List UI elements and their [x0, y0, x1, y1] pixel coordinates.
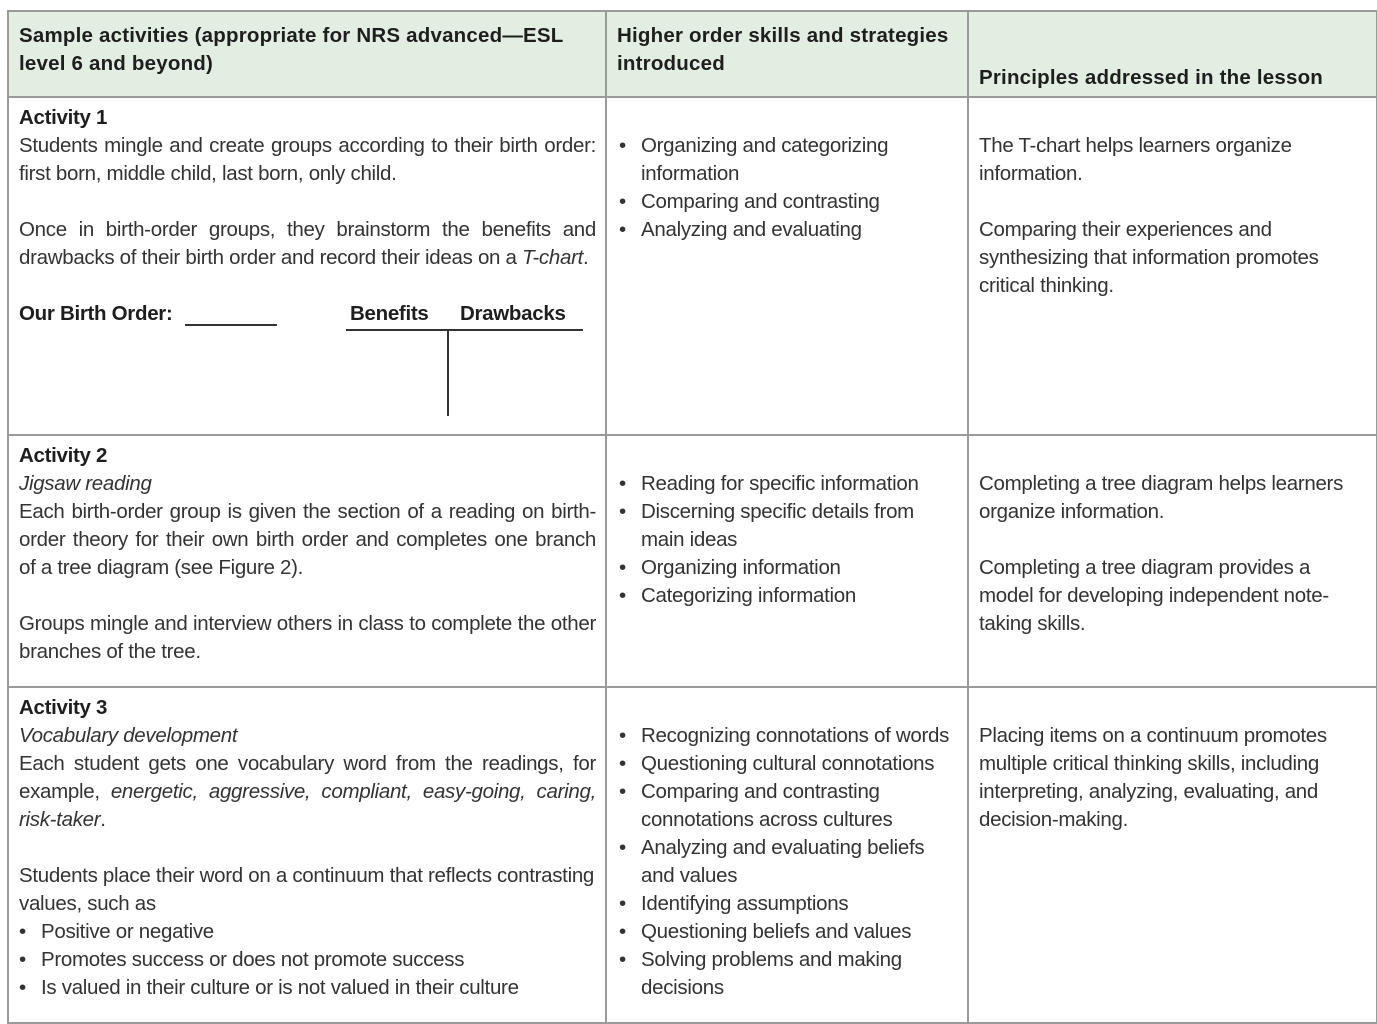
list-item: • Recognizing connotations of words [619, 722, 961, 750]
list-item: • Discerning specific details from main ideas [619, 498, 961, 554]
list-item: • Solving problems and making decisions [619, 946, 961, 1002]
list-item: • Positive or negative [19, 918, 596, 946]
activity-1-row [8, 97, 1377, 435]
header-sample-activities: Sample activities (appropriate for NRS advanced—ESL level 6 and beyond) [8, 11, 606, 97]
t-chart-benefits-label: Benefits [350, 302, 429, 325]
activity-3-p1-end: . [100, 808, 106, 831]
activity-1-paragraph-1: Students mingle and create groups according to their birth order: first born, middle child, last born, only child. [19, 134, 596, 185]
activity-2-title: Activity 2 [19, 444, 108, 467]
activity-3-principle-1: Placing items on a continuum promotes multiple critical thinking skills, including interpreting, analyzing, evaluating, and decision-making. [979, 724, 1327, 831]
list-item: • Promotes success or does not promote success [19, 946, 596, 974]
t-chart-vertical-line [447, 330, 449, 416]
activity-3-title: Activity 3 [19, 696, 108, 719]
activity-1-p2-text: Once in birth-order groups, they brainstorm the benefits and drawbacks of their birth order and record their ideas on a [19, 218, 596, 269]
list-item: • Organizing and categorizing information [619, 132, 961, 188]
activity-3-description [8, 687, 606, 1023]
activity-3-skills-list [619, 722, 961, 1002]
activity-2-subtitle: Jigsaw reading [19, 472, 152, 495]
activity-3-paragraph-1 [19, 750, 596, 834]
activity-1-p2-end: . [583, 246, 589, 269]
header-principles: Principles addressed in the lesson [968, 11, 1377, 97]
list-item: • Categorizing information [619, 582, 961, 610]
list-item: • Comparing and contrasting [619, 188, 961, 216]
activity-2-paragraph-2: Groups mingle and interview others in class to complete the other branches of the tree. [19, 612, 596, 663]
activity-1-description [8, 97, 606, 435]
activity-2-principle-1: Completing a tree diagram helps learners organize information. [979, 472, 1344, 523]
activity-3-principles [968, 687, 1377, 1023]
t-chart-horizontal-line [346, 329, 583, 331]
lesson-table [7, 10, 1377, 1024]
activity-3-subtitle: Vocabulary development [19, 724, 238, 747]
t-chart-drawbacks-label: Drawbacks [460, 302, 566, 325]
activity-2-paragraph-1: Each birth-order group is given the section of a reading on birth-order theory for their own birth order and completes one branch of a tree diagram (see Figure 2). [19, 500, 596, 579]
activity-1-principle-1: The T-chart helps learners organize information. [979, 134, 1292, 185]
header-higher-order-skills: Higher order skills and strategies introduced [606, 11, 968, 97]
activity-2-row [8, 435, 1377, 687]
activity-1-principle-2: Comparing their experiences and synthesizing that information promotes critical thinking. [979, 218, 1319, 297]
activity-1-paragraph-2 [19, 216, 596, 272]
activity-2-description [8, 435, 606, 687]
activity-3-p1-text: Each student gets one vocabulary word from the readings, for example, [19, 752, 596, 803]
activity-3-p1-italic: energetic, aggressive, compliant, easy-going, caring, risk-taker [19, 780, 596, 831]
activity-3-paragraph-2: Students place their word on a continuum that reflects contrasting values, such as [19, 864, 595, 915]
activity-3-continuum-list [19, 918, 596, 1002]
list-item: • Analyzing and evaluating beliefs and values [619, 834, 961, 890]
list-item: • Questioning beliefs and values [619, 918, 961, 946]
activity-3-row [8, 687, 1377, 1023]
birth-order-blank [185, 324, 277, 326]
activity-1-principles [968, 97, 1377, 435]
activity-2-skills-list [619, 470, 961, 610]
birth-order-label: Our Birth Order: [19, 302, 173, 325]
list-item: • Organizing information [619, 554, 961, 582]
list-item: • Identifying assumptions [619, 890, 961, 918]
activity-2-skills [606, 435, 968, 687]
list-item: • Is valued in their culture or is not valued in their culture [19, 974, 596, 1002]
t-chart [19, 300, 596, 420]
activity-1-skills-list [619, 132, 961, 244]
header-row [8, 11, 1377, 97]
activity-1-p2-italic: T-chart [522, 246, 584, 269]
activity-1-title: Activity 1 [19, 106, 108, 129]
list-item: • Comparing and contrasting connotations across cultures [619, 778, 961, 834]
list-item: • Questioning cultural connotations [619, 750, 961, 778]
activity-3-skills [606, 687, 968, 1023]
activity-2-principle-2: Completing a tree diagram provides a model for developing independent note-taking skills. [979, 556, 1329, 635]
list-item: • Analyzing and evaluating [619, 216, 961, 244]
list-item: • Reading for specific information [619, 470, 961, 498]
activity-2-principles [968, 435, 1377, 687]
activity-1-skills [606, 97, 968, 435]
